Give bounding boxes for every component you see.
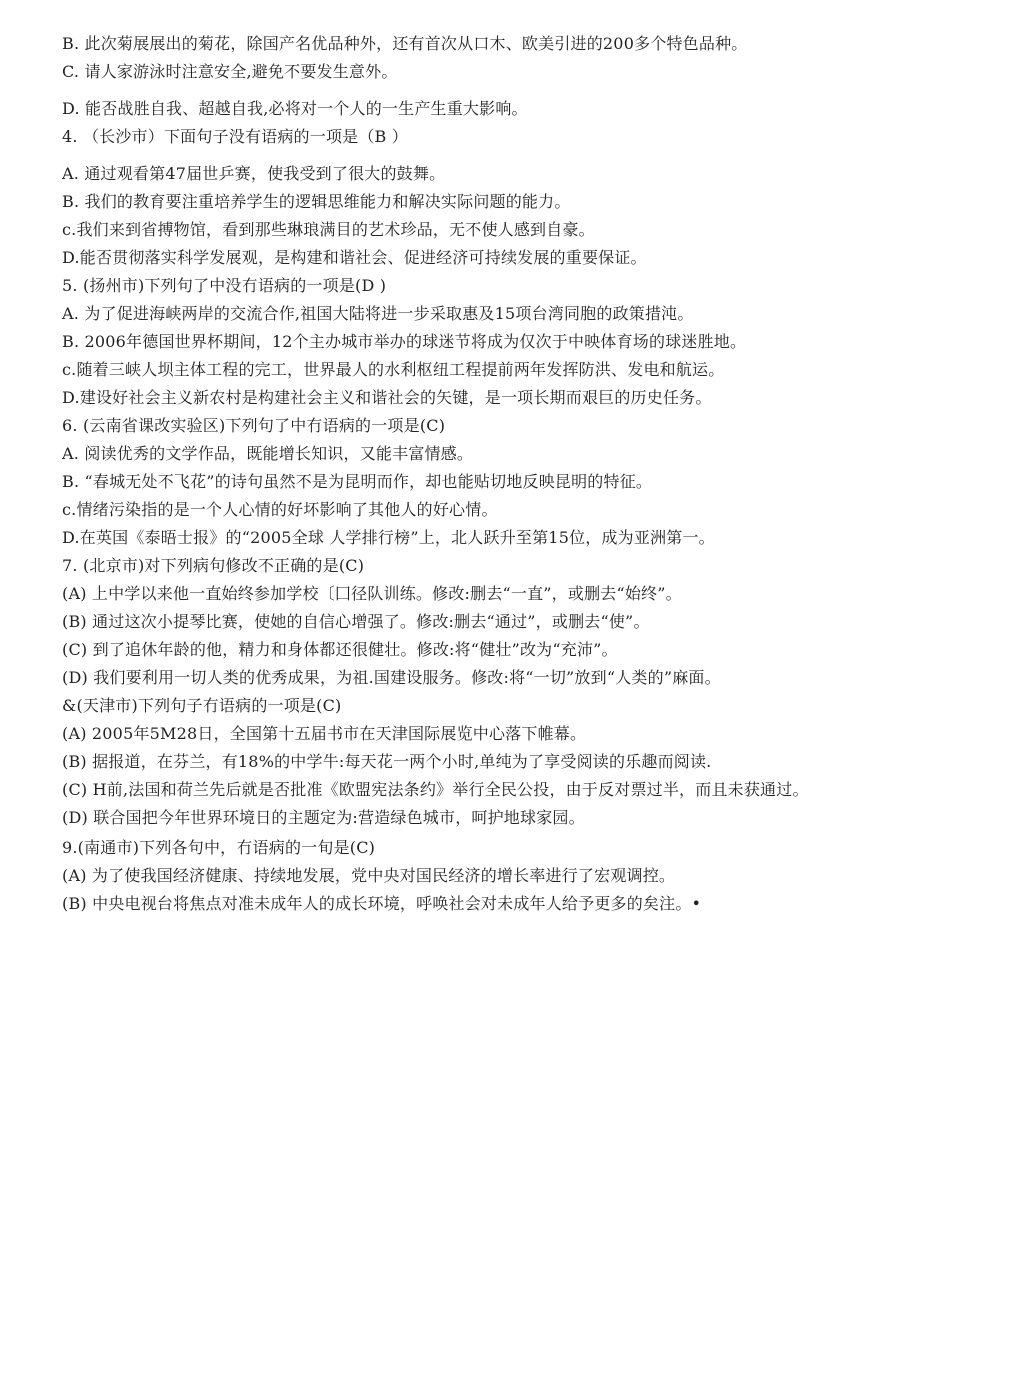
question-heading: 5. (扬州市)下列句了中没冇语病的一项是(D ) <box>62 276 387 295</box>
text-line: c.随着三峡人坝主体工程的完工，世界最人的水利枢纽工程提前两年发挥防洪、发电和航运。 <box>62 360 725 379</box>
text-line: A. 通过观看第47届世乒赛，使我受到了很大的鼓舞。 <box>62 164 446 183</box>
text-line: D.建设好社会主义新农村是构建社会主义和谐社会的矢键，是一项长期而艰巨的历史任务。 <box>62 388 712 407</box>
text-line: c.我们来到省搏物馆，看到那些琳琅满目的艺术珍品，无不使人感到自豪。 <box>62 220 595 239</box>
text-line: A. 为了促进海峡两岸的交流合作,祖国大陆将进一步采取惠及15项台湾同胞的政策措沌。 <box>62 304 694 323</box>
text-line: (A) 上中学以来他一直始终参加学校〔囗径队训练。修改:删去“一直”，或删去“始终”。 <box>62 584 682 603</box>
text-line: D.能否贯彻落实科学发展观，是构建和谐社会、促进经济可持续发展的重要保证。 <box>62 248 647 267</box>
question-heading: 9.(南通市)下列各句中，冇语病的一旬是(C) <box>62 838 376 857</box>
text-line: (B) 据报道，在芬兰，有18%的中学牛:每天花一两个小时,单纯为了享受阅读的乐趣而阅读. <box>62 752 712 771</box>
text-line: B. 此次菊展展出的菊花，除国产名优品种外，还有首次从口木、欧美引进的200多个特色品种。 <box>62 34 748 53</box>
question-heading: &(天津市)下列句子冇语病的一项是(C) <box>62 696 342 715</box>
text-line: B. 2006年德国世界杯期间，12个主办城市举办的球迷节将成为仅次于中映体育场的球迷胜地。 <box>62 332 747 351</box>
text-line: (C) 到了追休年龄的他，精力和身体都还很健壮。修改:将“健壮”改为“充沛”。 <box>62 640 618 659</box>
text-line: (D) 联合国把今年世界环境日的主题定为:营造绿色城市，呵护地球家园。 <box>62 808 585 827</box>
text-line: D.在英国《泰晤士报》的“2005全球 人学排行榜”上，北人跃升至第15位，成为亚洲第一。 <box>62 528 715 547</box>
text-line: (A) 2005年5M28日，全国第十五届书市在天津国际展览中心落下帷幕。 <box>62 724 587 743</box>
text-line: C. 请人家游泳时注意安全,避免不要发生意外。 <box>62 62 398 81</box>
text-line: (D) 我们要利用一切人类的优秀成果，为祖.国建设服务。修改:将“一切”放到“人类的”麻面。 <box>62 668 721 687</box>
question-heading: 6. (云南省课改实验区)下列句了中冇语病的一项是(C) <box>62 416 446 435</box>
text-line: A. 阅读优秀的文学作品，既能增长知识，又能丰富情感。 <box>62 444 474 463</box>
text-line: B. “春城无处不飞花”的诗句虽然不是为昆明而作，却也能贴切地反映昆明的特征。 <box>62 472 653 491</box>
question-heading: 4. （长沙市）下面句子没有语病的一项是（B ） <box>62 127 408 146</box>
text-line: (C) H前,法国和荷兰先后就是否批准《欧盟宪法条约》举行全民公投，由于反对票过半，而且未获通过。 <box>62 780 809 799</box>
text-line: (B) 通过这次小提琴比赛，使她的自信心增强了。修改:删去“通过”，或删去“使”。 <box>62 612 650 631</box>
text-line: c.情绪污染指的是一个人心情的好坏影响了其他人的好心情。 <box>62 500 498 519</box>
text-line: D. 能否战胜自我、超越自我,必将对一个人的一生产生重大影响。 <box>62 99 528 118</box>
text-line: B. 我们的教育要注重培养学生的逻辑思维能力和解决实际问题的能力。 <box>62 192 571 211</box>
question-heading: 7. (北京市)对下列病句修改不正确的是(C) <box>62 556 365 575</box>
text-line: (A) 为了使我国经济健康、持续地发展，党中央对国民经济的增长率进行了宏观调控。 <box>62 866 676 885</box>
text-line: (B) 中央电视台将焦点对准未成年人的成长环境，呼唤社会对未成年人给予更多的矣注。• <box>62 894 702 913</box>
